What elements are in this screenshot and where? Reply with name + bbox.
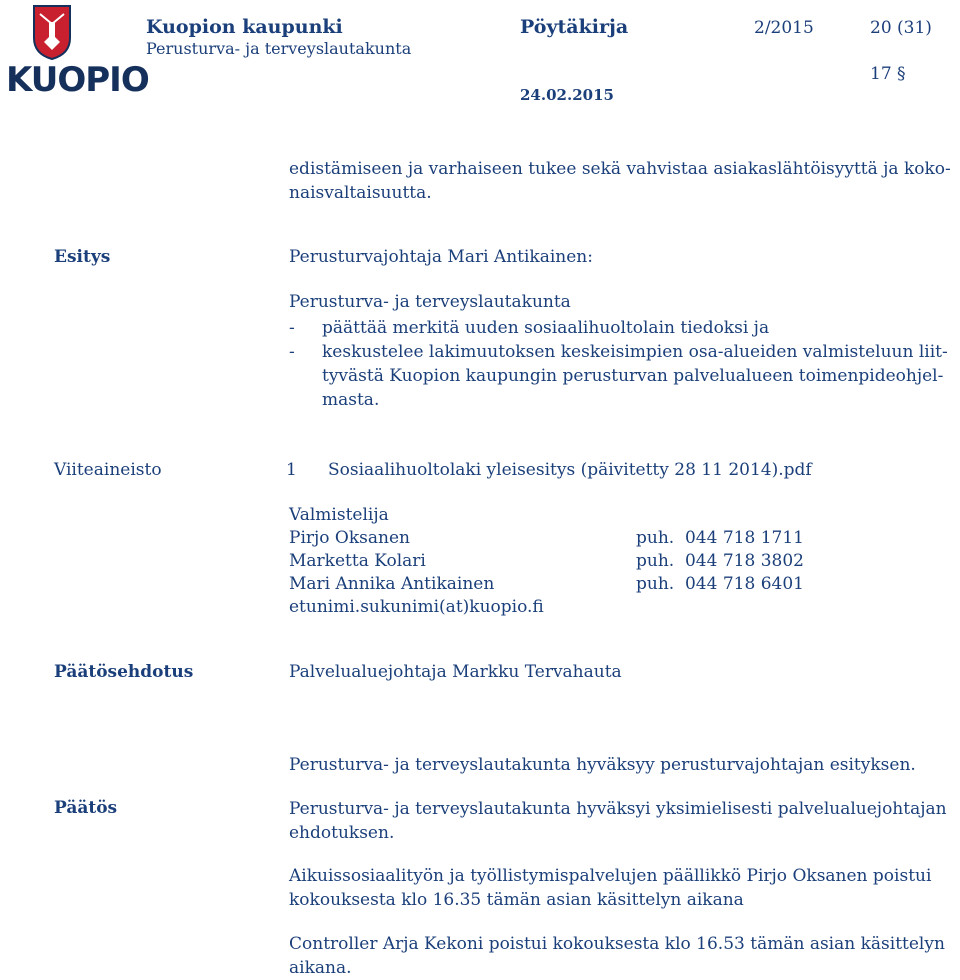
org-name: Kuopion kaupunki <box>146 16 343 38</box>
viite-attachment-link[interactable]: Sosiaalihuoltolaki yleisesitys (päivitetty 28 11 2014).pdf <box>328 460 812 480</box>
bullet-text: masta. <box>322 390 380 410</box>
page-number: 20 (31) <box>870 18 932 38</box>
bullet-dash: - <box>289 318 295 338</box>
preparer-phone: puh. 044 718 6401 <box>636 574 804 594</box>
paatos-pre-text: Perusturva- ja terveyslautakunta hyväksyy perusturvajohtajan esityksen. <box>289 755 916 775</box>
paatos-line: Perusturva- ja terveyslautakunta hyväksyi yksimielisesti palvelualuejohtajan <box>289 799 947 819</box>
preparer-name: Mari Annika Antikainen <box>289 574 495 594</box>
bullet-item <box>289 316 957 340</box>
committee-name: Perusturva- ja terveyslautakunta <box>146 39 412 58</box>
logo-wordmark: KUOPIO <box>6 60 149 100</box>
bullet-item <box>289 340 957 412</box>
paatos-paragraph <box>289 932 957 980</box>
esitys-label: Esitys <box>54 247 111 267</box>
paatos-line: Aikuissosiaalityön ja työllistymispalvelujen päällikkö Pirjo Oksanen poistui <box>289 866 932 886</box>
preparer-phone: puh. 044 718 1711 <box>636 528 804 548</box>
paatos-line: kokouksesta klo 16.35 tämän asian käsittelyn aikana <box>289 890 744 910</box>
bullet-text: tyvästä Kuopion kaupungin perusturvan palvelualueen toimenpideohjel- <box>322 366 944 386</box>
viite-number: 1 <box>286 460 297 480</box>
section-number: 17 § <box>870 64 906 84</box>
paatosehdotus-label: Päätösehdotus <box>54 662 194 682</box>
meeting-date: 24.02.2015 <box>520 86 614 104</box>
paatos-label: Päätös <box>54 798 118 818</box>
bullet-text: keskustelee lakimuutoksen keskeisimpien osa-alueiden valmisteluun liit- <box>322 342 948 362</box>
intro-line: edistämiseen ja varhaiseen tukee sekä vahvistaa asiakaslähtöisyyttä ja koko- <box>289 159 951 179</box>
viite-label: Viiteaineisto <box>54 460 162 480</box>
intro-line: naisvaltaisuutta. <box>289 183 432 203</box>
paatosehdotus-text: Palvelualuejohtaja Markku Tervahauta <box>289 662 622 682</box>
preparer-name: Pirjo Oksanen <box>289 528 410 548</box>
paatos-paragraph <box>289 864 957 912</box>
esitys-body-title: Perusturva- ja terveyslautakunta <box>289 292 571 312</box>
intro-paragraph <box>289 157 957 205</box>
preparer-email[interactable]: etunimi.sukunimi(at)kuopio.fi <box>289 597 544 617</box>
esitys-bullets <box>289 316 957 412</box>
bullet-text: päättää merkitä uuden sosiaalihuoltolain tiedoksi ja <box>322 318 770 338</box>
paatos-line: Controller Arja Kekoni poistui kokouksesta klo 16.53 tämän asian käsittelyn <box>289 934 945 954</box>
bullet-dash: - <box>289 342 295 362</box>
paatos-line: aikana. <box>289 958 352 978</box>
kuopio-logo <box>4 4 149 100</box>
preparer-phone: puh. 044 718 3802 <box>636 551 804 571</box>
paatos-line: ehdotuksen. <box>289 823 395 843</box>
esitys-presenter: Perusturvajohtaja Mari Antikainen: <box>289 247 593 267</box>
valmistelija-title: Valmistelija <box>289 505 389 525</box>
paatos-paragraph <box>289 797 957 845</box>
doc-type: Pöytäkirja <box>520 16 629 38</box>
coat-of-arms-icon <box>32 4 72 60</box>
doc-number: 2/2015 <box>754 18 814 38</box>
preparer-name: Marketta Kolari <box>289 551 426 571</box>
